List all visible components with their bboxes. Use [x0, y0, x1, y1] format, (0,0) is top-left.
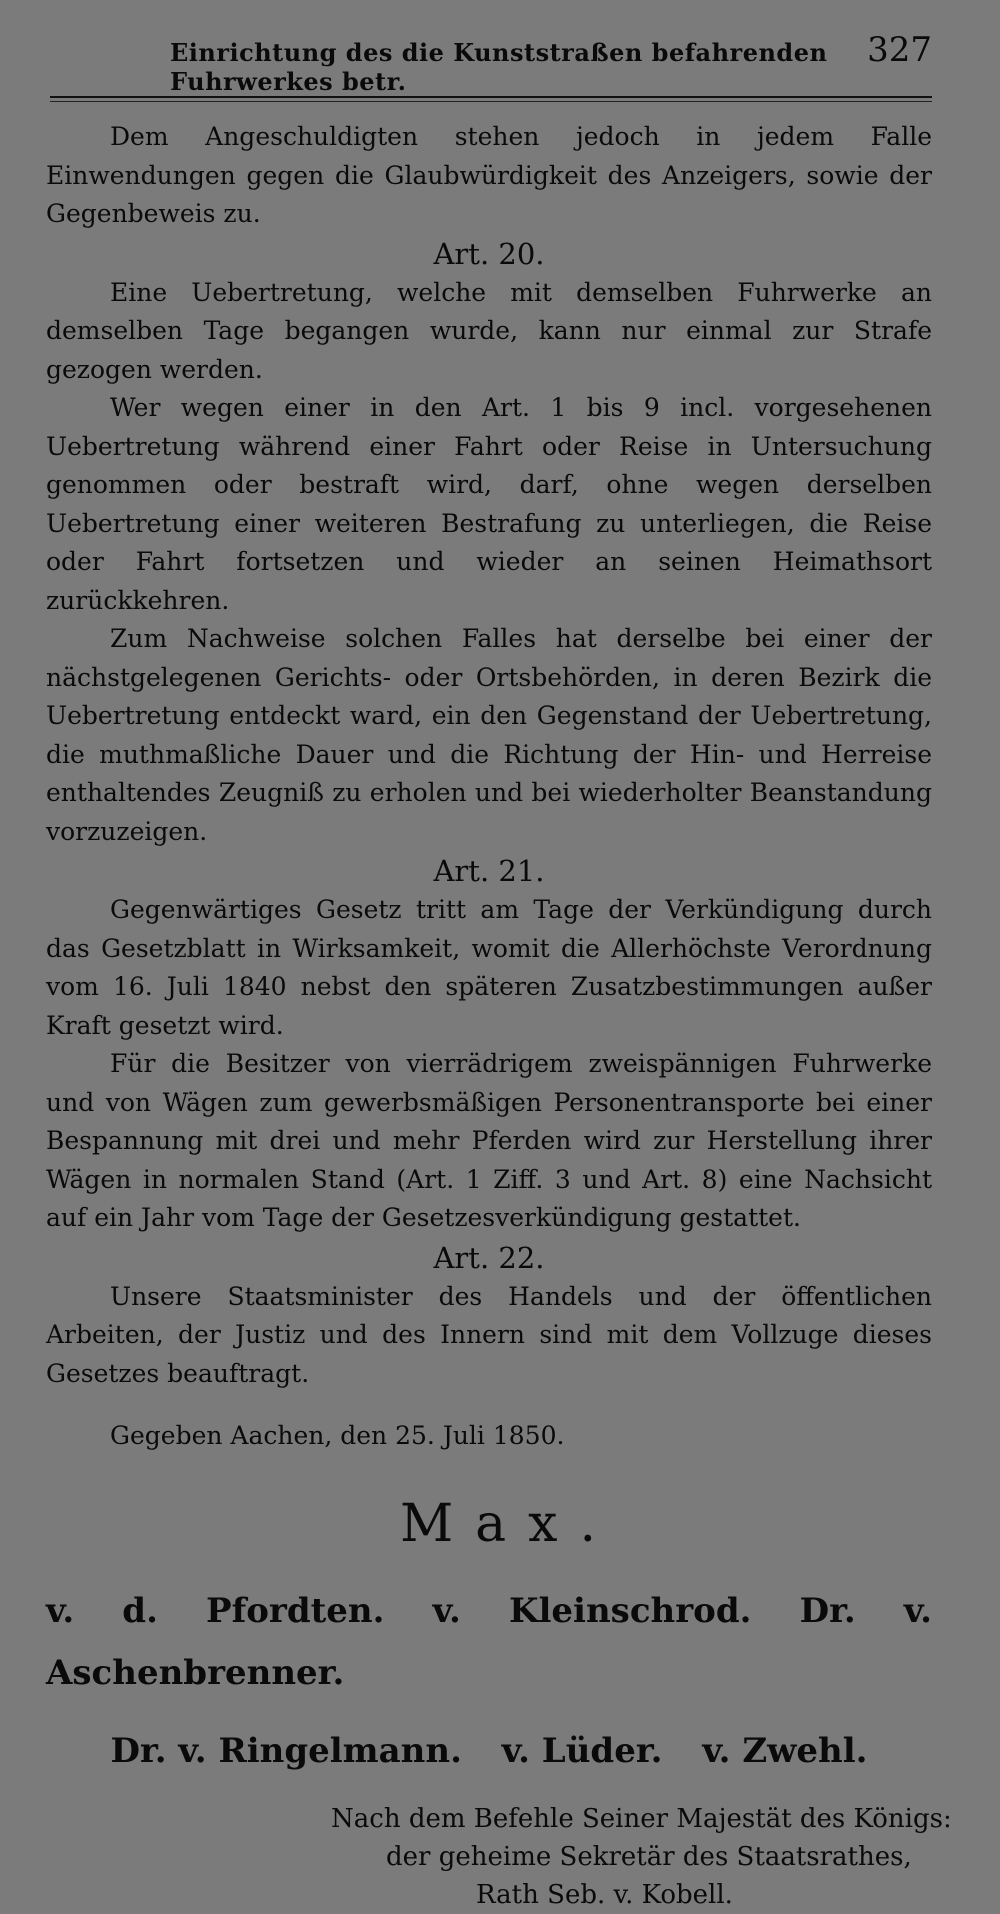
paragraph: Dem Angeschuldigten stehen jedoch in jedem Falle Einwendungen gegen die Glaubwürdigkeit des Anzeigers, sowie der Gegenbeweis zu.: [46, 122, 932, 228]
article-heading-22: Art. 22.: [433, 1240, 545, 1275]
header-rule: [50, 96, 932, 98]
article-heading-20: Art. 20.: [433, 236, 545, 271]
minister-name: v. d. Pfordten.: [46, 1590, 385, 1631]
minister-name: v. Lüder.: [501, 1730, 663, 1771]
ministers-row-1: [46, 1580, 932, 1704]
paragraph: Eine Uebertretung, welche mit demselben Fuhrwerke an demselben Tage begangen wurde, kann nur einmal zur Strafe gezogen werden.: [46, 277, 932, 384]
running-header: [150, 30, 932, 96]
document-body: [46, 118, 952, 1914]
secretary-line: der geheime Sekretär des Staatsrathes,: [386, 1841, 912, 1872]
header-title: Einrichtung des die Kunststraßen befahrenden Fuhrwerkes betr.: [170, 38, 828, 96]
minister-name: Dr. v. Ringelmann.: [110, 1730, 462, 1771]
sovereign-signature: Max.: [399, 1493, 619, 1554]
page-number: 327: [867, 30, 932, 70]
article-heading-21: Art. 21.: [433, 854, 545, 888]
paragraph: Zum Nachweise solchen Falles hat derselbe bei einer der nächstgelegenen Gerichts- oder Ortsbehörden, in deren Bezirk die Uebertretung entdeckt ward, ein den Gegenstand der Uebertretung, die muthmaßliche Dauer und die Richtung der Hin- und Herreise enthaltendes Zeugniß zu erholen und bei wiederholter Beanstandung vorzuzeigen.: [46, 624, 932, 846]
secretary-name: Rath Seb. v. Kobell.: [476, 1879, 733, 1910]
paragraph: Unsere Staatsminister des Handels und der öffentlichen Arbeiten, der Justiz und des Innern sind mit dem Vollzuge dieses Gesetzes beauftragt.: [46, 1281, 932, 1388]
minister-name: v. Kleinschrod.: [432, 1590, 752, 1631]
minister-name: v. Zwehl.: [702, 1730, 868, 1771]
ministers-row-2: [46, 1720, 932, 1782]
minister-name: Dr. v. Aschenbrenner.: [46, 1590, 933, 1693]
paragraph: Für die Besitzer von vierrädrigem zweispännigen Fuhrwerke und von Wägen zum gewerbsmäßigen Personentransporte bei einer Bespannung mit drei und mehr Pferden wird zur Herstellung ihrer Wägen in normalen Stand (Art. 1 Ziff. 3 und Art. 8) eine Nachsicht auf ein Jahr vom Tage der Gesetzesverkündigung gestattet.: [46, 1049, 932, 1232]
header-rule-thin: [50, 101, 932, 102]
secretary-line: Nach dem Befehle Seiner Majestät des Königs:: [331, 1803, 952, 1834]
paragraph: Gegenwärtiges Gesetz tritt am Tage der Verkündigung durch das Gesetzblatt in Wirksamkeit, womit die Allerhöchste Verordnung vom 16. Juli 1840 nebst den späteren Zusatzbestimmungen außer Kraft gesetzt wird.: [46, 895, 932, 1040]
paragraph: Wer wegen einer in den Art. 1 bis 9 incl. vorgesehenen Uebertretung während einer Fahrt oder Reise in Untersuchung genommen oder bestraft wird, darf, ohne wegen derselben Uebertretung einer weiteren Bestrafung zu unterliegen, die Reise oder Fahrt fortsetzen und wieder an seinen Heimathsort zurückkehren.: [46, 393, 932, 615]
secretary-block: [46, 1800, 952, 1914]
date-line: Gegeben Aachen, den 25. Juli 1850.: [110, 1421, 565, 1450]
